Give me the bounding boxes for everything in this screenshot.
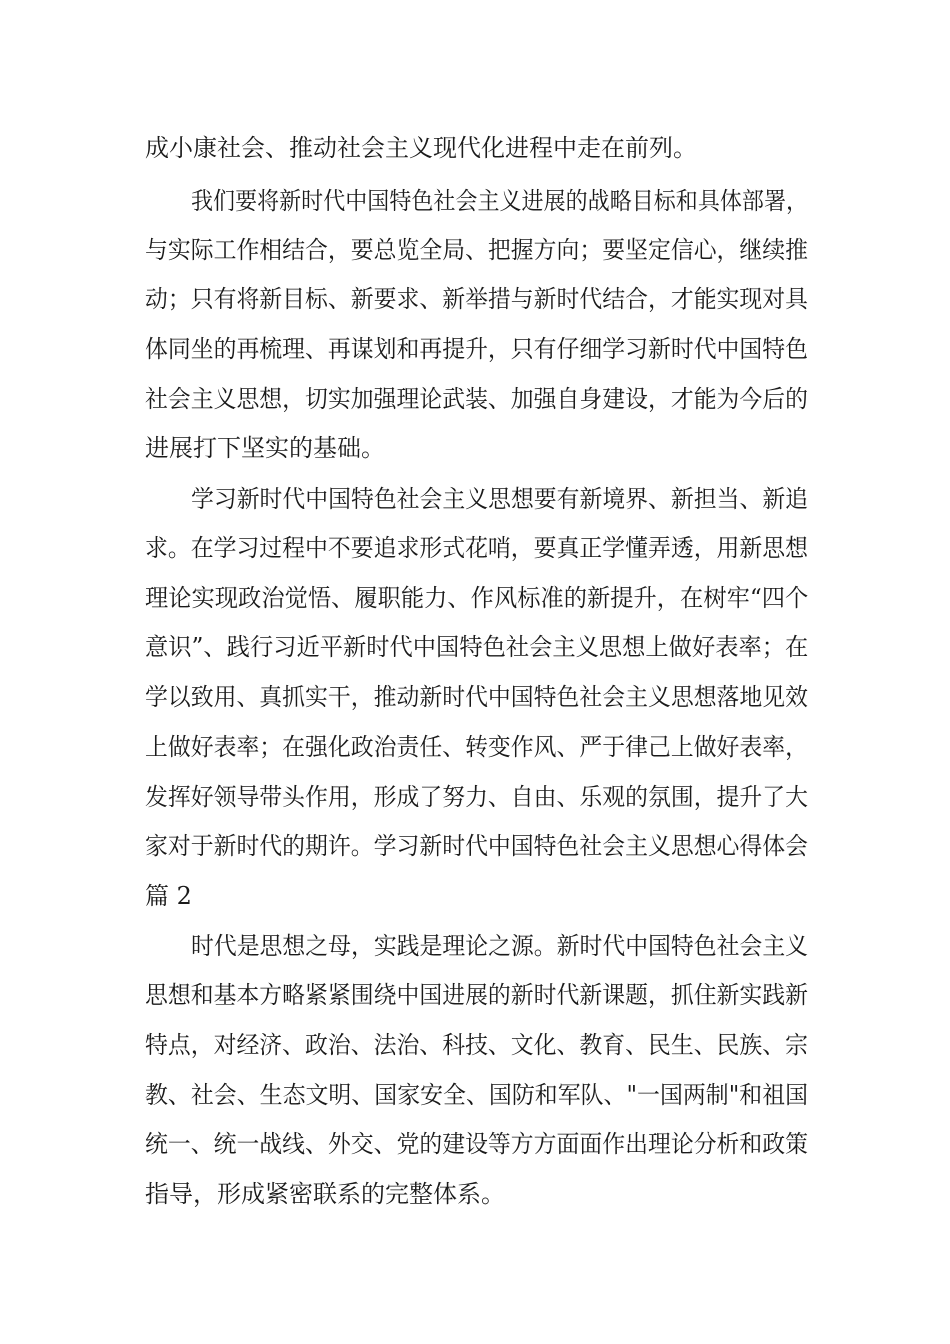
paragraph-first-line: 学习新时代中国特色社会主义思想要有新境界、新担当、新追 [191,485,809,513]
text-line: 成小康社会、推动社会主义现代化进程中走在前列。 [145,134,697,162]
paragraph-first-line: 我们要将新时代中国特色社会主义进展的战略目标和具体部署， [191,187,809,215]
text-line: 家对于新时代的期许。学习新时代中国特色社会主义思想心得体会 [145,832,809,860]
text-line: 理论实现政治觉悟、履职能力、作风标准的新提升，在树牢“四个 [145,584,809,612]
paragraph-first-line: 时代是思想之母，实践是理论之源。新时代中国特色社会主义 [191,932,809,960]
text-line: 动；只有将新目标、新要求、新举措与新时代结合，才能实现对具 [145,285,809,313]
text-line: 思想和基本方略紧紧围绕中国进展的新时代新课题，抓住新实践新 [145,981,809,1009]
text-line: 体同坐的再梳理、再谋划和再提升，只有仔细学习新时代中国特色 [145,335,809,363]
text-line: 进展打下坚实的基础。 [145,434,385,462]
text-line: 教、社会、生态文明、国家安全、国防和军队、"一国两制"和祖国 [145,1081,809,1109]
text-line: 指导，形成紧密联系的完整体系。 [145,1180,505,1208]
text-line: 社会主义思想，切实加强理论武装、加强自身建设，才能为今后的 [145,385,809,413]
text-line: 上做好表率；在强化政治责任、转变作风、严于律己上做好表率， [145,733,809,761]
text-line: 求。在学习过程中不要追求形式花哨，要真正学懂弄透，用新思想 [145,534,809,562]
section-label: 篇 2 [145,882,192,910]
text-line: 学以致用、真抓实干，推动新时代中国特色社会主义思想落地见效 [145,683,809,711]
text-line: 与实际工作相结合，要总览全局、把握方向；要坚定信心，继续推 [145,236,809,264]
text-line: 发挥好领导带头作用，形成了努力、自由、乐观的氛围，提升了大 [145,783,809,811]
text-line: 特点，对经济、政治、法治、科技、文化、教育、民生、民族、宗 [145,1031,809,1059]
text-line: 统一、统一战线、外交、党的建设等方方面面作出理论分析和政策 [145,1130,809,1158]
text-line: 意识”、践行习近平新时代中国特色社会主义思想上做好表率；在 [145,633,809,661]
